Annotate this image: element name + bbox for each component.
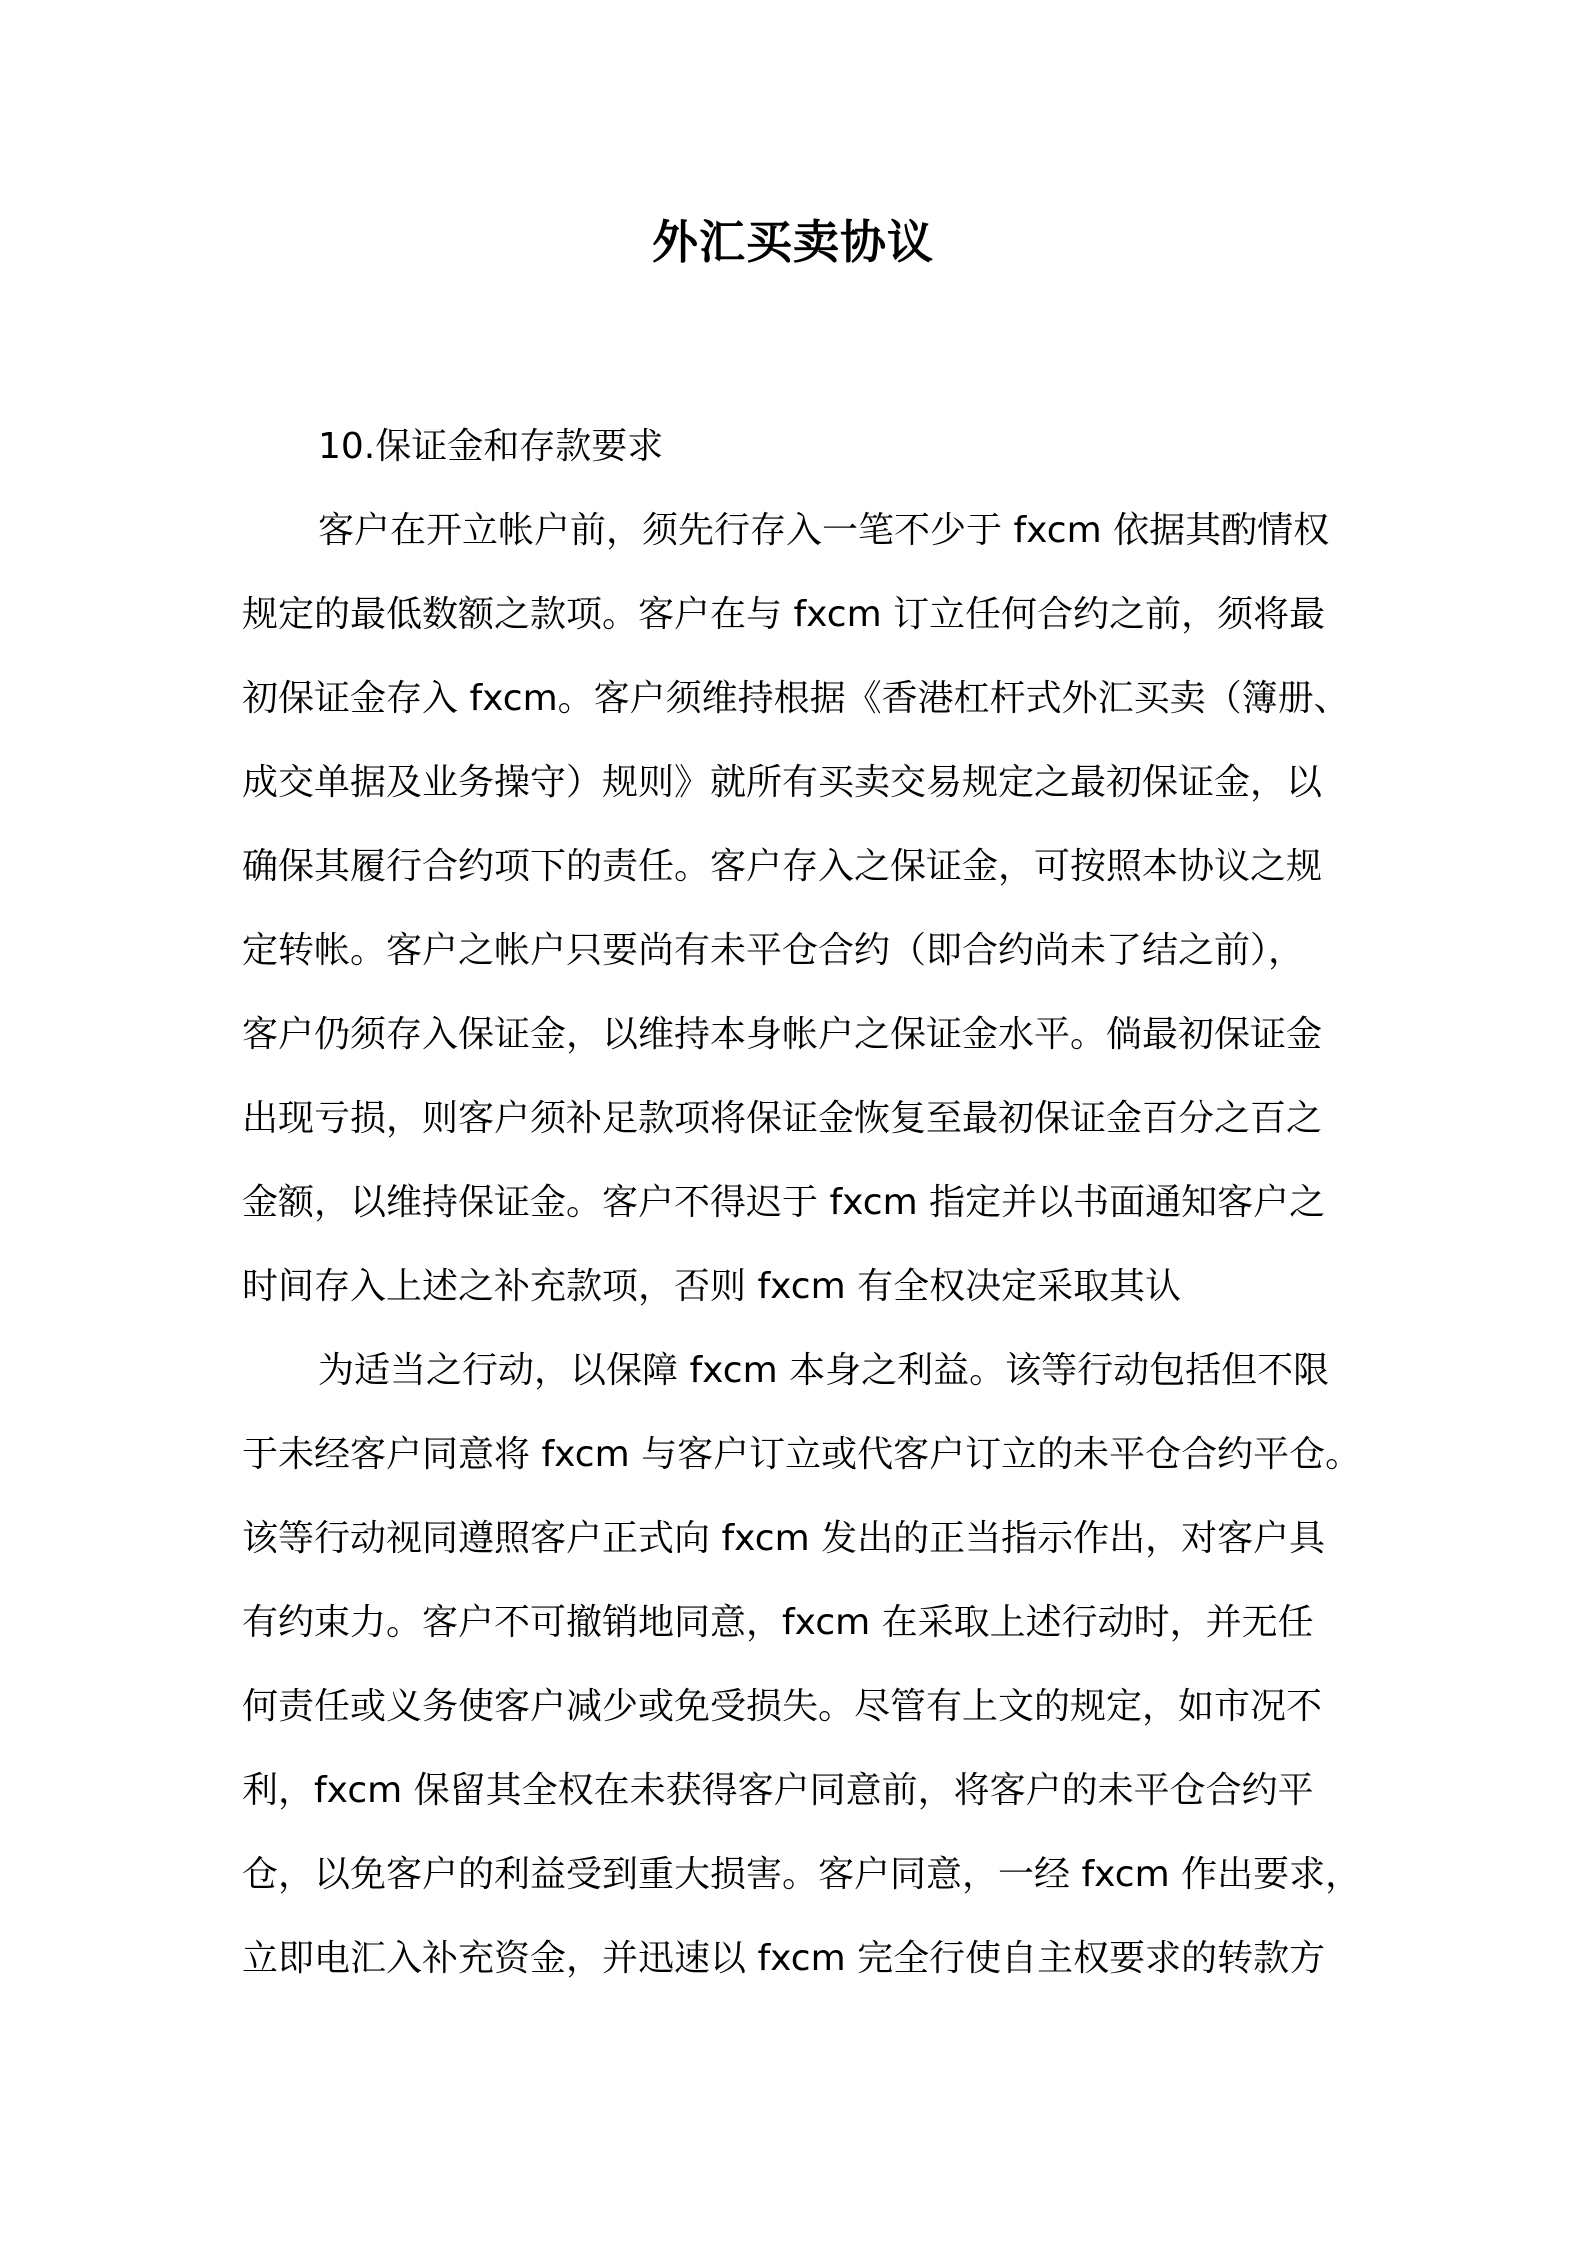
body-line: 客户在开立帐户前，须先行存入一笔不少于 fxcm 依据其酌情权 <box>318 510 1330 551</box>
body-line: 何责任或义务使客户减少或免受损失。尽管有上文的规定，如市况不 <box>242 1686 1323 1727</box>
document-body <box>242 405 1372 2001</box>
body-line: 成交单据及业务操守）规则》就所有买卖交易规定之最初保证金，以 <box>242 762 1323 803</box>
body-line: 立即电汇入补充资金，并迅速以 fxcm 完全行使自主权要求的转款方 <box>242 1938 1326 1979</box>
body-line: 时间存入上述之补充款项，否则 fxcm 有全权决定采取其认 <box>242 1266 1182 1307</box>
body-line: 规定的最低数额之款项。客户在与 fxcm 订立任何合约之前，须将最 <box>242 594 1326 635</box>
body-line: 该等行动视同遵照客户正式向 fxcm 发出的正当指示作出，对客户具 <box>242 1518 1326 1559</box>
body-line: 利，fxcm 保留其全权在未获得客户同意前，将客户的未平仓合约平 <box>242 1770 1314 1811</box>
body-line: 10.保证金和存款要求 <box>318 426 664 467</box>
body-line: 确保其履行合约项下的责任。客户存入之保证金，可按照本协议之规 <box>242 846 1323 887</box>
body-line: 初保证金存入 fxcm。客户须维持根据《香港杠杆式外汇买卖（簿册、 <box>242 678 1350 719</box>
body-line: 于未经客户同意将 fxcm 与客户订立或代客户订立的未平仓合约平仓。 <box>242 1434 1362 1475</box>
body-line: 有约束力。客户不可撤销地同意，fxcm 在采取上述行动时，并无任 <box>242 1602 1314 1643</box>
body-line: 仓，以免客户的利益受到重大损害。客户同意，一经 fxcm 作出要求， <box>242 1854 1362 1895</box>
body-line: 为适当之行动，以保障 fxcm 本身之利益。该等行动包括但不限 <box>318 1350 1330 1391</box>
body-line: 金额，以维持保证金。客户不得迟于 fxcm 指定并以书面通知客户之 <box>242 1182 1326 1223</box>
body-line: 出现亏损，则客户须补足款项将保证金恢复至最初保证金百分之百之 <box>242 1098 1323 1139</box>
document-title: 外汇买卖协议 <box>652 215 934 269</box>
body-line: 定转帐。客户之帐户只要尚有未平仓合约（即合约尚未了结之前）， <box>242 930 1305 971</box>
body-line: 客户仍须存入保证金，以维持本身帐户之保证金水平。倘最初保证金 <box>242 1014 1323 1055</box>
